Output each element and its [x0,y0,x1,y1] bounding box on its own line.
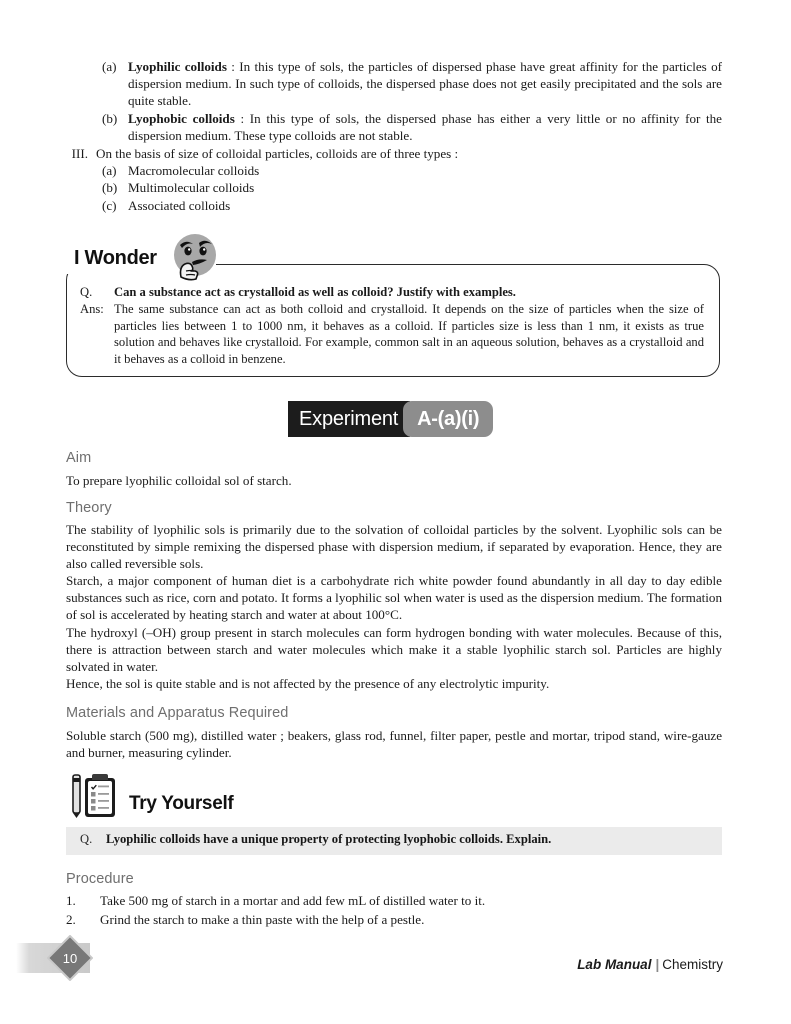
question-label: Q. [80,285,93,299]
i-wonder-panel [66,236,722,378]
list-marker: (b) [102,180,118,196]
procedure-heading: Procedure [66,871,134,887]
list-marker: (b) [102,110,118,126]
question-label: Q. [80,832,93,846]
materials-heading: Materials and Apparatus Required [66,705,289,721]
page-number: 10 [62,950,78,966]
list-text [128,110,722,144]
question-text: Lyophilic colloids have a unique property of protecting lyophobic colloids. Explain. [106,832,552,846]
theory-paragraph: Starch, a major component of human diet is a carbohydrate rich white powder found abundantly in all day to day edible substances such as rice, corn and potato. It forms a lyophilic sol when water is used as the dispersion medium. The formation of sol is accelerated by heating starch and water at about 100°C. [66,573,722,623]
i-wonder-title: I Wonder [74,247,157,269]
list-text: Macromolecular colloids [128,163,260,179]
theory-paragraph: The stability of lyophilic sols is primarily due to the solvation of colloidal particles by the solvent. Lyophilic sols can be reconstituted by simple remixing the dispersed phase with dispersion medium, if separated by evaporation. Hence, they are also called reversible sols. [66,522,722,572]
colloid-classification-section [66,58,722,214]
list-item-body: : In this type of sols, the dispersed phase has either a very little or no affinity for the dispersion medium. These type colloids are not stable. [128,110,722,143]
theory-heading: Theory [66,500,112,516]
list-text [128,58,722,110]
list-item [66,162,722,179]
experiment-label: Experiment [288,401,410,437]
theory-paragraph: The hydroxyl (–OH) group present in starch molecules can form hydrogen bonding with water molecules. Because of this, there is attraction between starch and water molecules which make it a stable lyophilic starch sol. Particles are highly solvated in water. [66,625,722,675]
list-marker: (a) [102,59,117,74]
footer-separator: | [655,957,660,972]
step-marker: 1. [66,893,76,908]
step-text: Take 500 mg of starch in a mortar and add few mL of distilled water to it. [100,893,486,908]
aim-heading: Aim [66,450,92,466]
list-marker: (a) [102,163,117,179]
experiment-banner [288,401,493,437]
answer-label: Ans: [80,301,104,316]
question-text: Can a substance act as crystalloid as well as colloid? Justify with examples. [114,285,516,299]
i-wonder-question-row [80,284,704,301]
list-item [66,110,722,144]
list-item-lead: Lyophobic colloids [128,110,235,126]
step-marker: 2. [66,912,76,927]
procedure-steps [66,891,722,929]
list-text: Associated colloids [128,197,231,213]
i-wonder-qa [80,284,704,368]
aim-text: To prepare lyophilic colloidal sol of starch. [66,473,292,488]
thinking-face-icon [169,231,221,283]
try-yourself-header [66,772,722,820]
list-item [66,58,722,110]
list-text: Multimolecular colloids [128,180,255,196]
list-item [66,197,722,214]
procedure-step [66,891,722,910]
footer-book-title: Lab Manual [577,957,652,972]
try-yourself-title: Try Yourself [129,793,234,814]
procedure-step [66,910,722,929]
footer-subject: Chemistry [662,957,723,972]
experiment-code-badge: A-(a)(i) [403,401,493,437]
try-yourself-question-row [66,827,722,847]
clipboard-pencil-icon [70,772,130,820]
footer-title [577,957,723,972]
list-item-body: : In this type of sols, the particles of dispersed phase have great affinity for the particles of dispersion medium. In such type of colloids, the dispersed phase does not get easily precipitated and the sols are quite stable. [128,59,723,109]
materials-text: Soluble starch (500 mg), distilled water ; beakers, glass rod, funnel, filter paper, pestle and mortar, tripod stand, wire-gauze and burner, measuring cylinder. [66,728,722,761]
answer-text: The same substance can act as both colloid and crystalloid. It depends on the size of particles when the size of particles lies between 1 to 1000 nm, it behaves as a colloid. If particles size is less than 1 nm, it exists as true solution and behaves like crystalloid. For example, common salt in an aqueous solution, behaves as a crystalloid and it behaves as a colloid in benzene. [114,301,704,367]
try-yourself-question-band [66,827,722,855]
list-item [66,179,722,196]
i-wonder-answer-row [80,301,704,368]
list-item-lead: Lyophilic colloids [128,59,227,74]
step-text: Grind the starch to make a thin paste with the help of a pestle. [100,912,425,927]
roman-list-marker: III. [71,146,88,162]
roman-list-item [66,145,722,162]
try-yourself-section [66,772,722,846]
list-marker: (c) [102,197,117,213]
roman-list-text: On the basis of size of colloidal particles, colloids are of three types : [96,146,459,162]
theory-paragraph: Hence, the sol is quite stable and is not affected by the presence of any electrolytic impurity. [66,676,550,691]
